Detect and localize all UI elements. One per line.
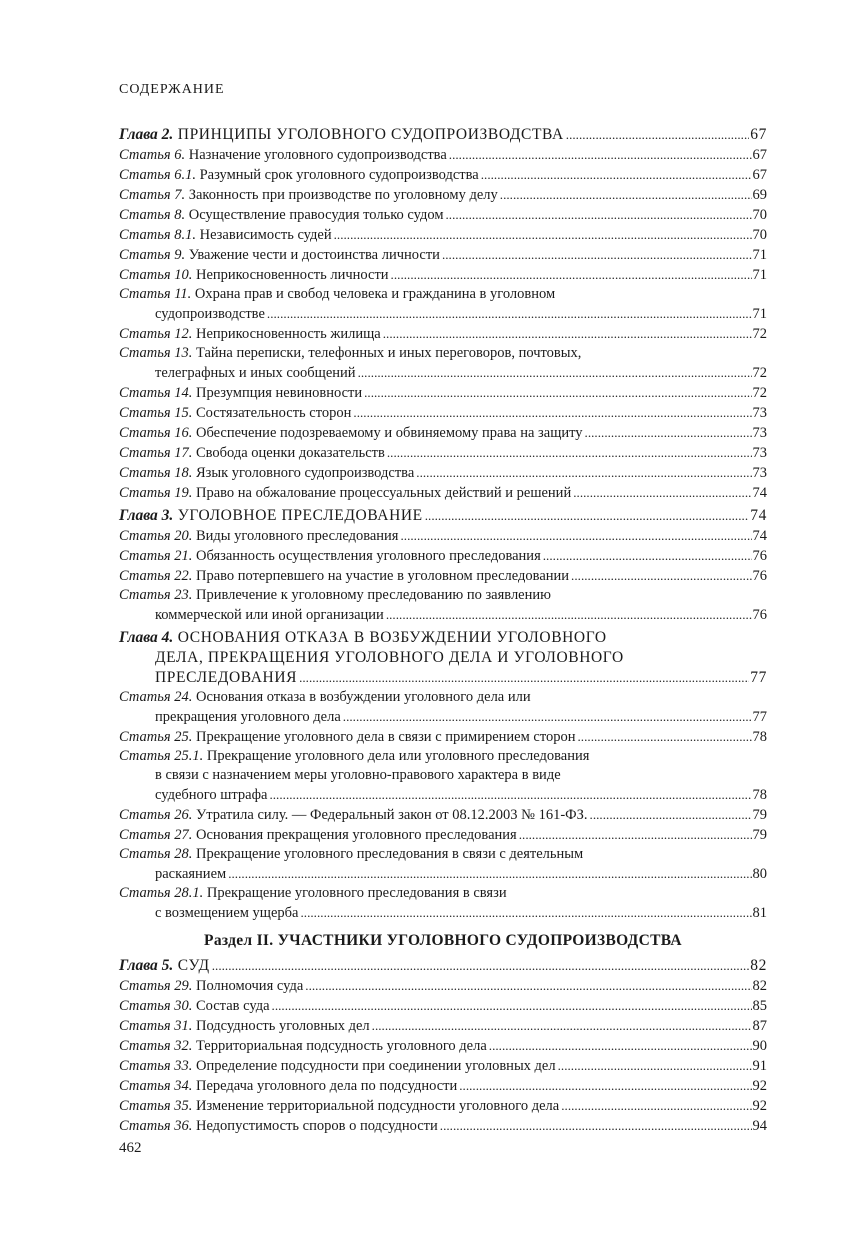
dot-leader bbox=[299, 668, 749, 688]
entry-label: Статья 8. bbox=[119, 207, 186, 223]
dot-leader bbox=[440, 1116, 752, 1136]
toc-chapter[interactable] bbox=[119, 125, 767, 145]
entry-title: Состав суда bbox=[195, 998, 270, 1014]
toc-article[interactable] bbox=[119, 265, 767, 285]
dot-leader bbox=[267, 304, 752, 324]
entry-page-number: 72 bbox=[752, 326, 767, 342]
entry-title: судопроизводстве bbox=[155, 306, 265, 322]
dot-leader bbox=[481, 165, 752, 185]
dot-leader bbox=[590, 805, 752, 825]
entry-page-number: 90 bbox=[752, 1038, 767, 1054]
entry-label: Статья 7. bbox=[119, 187, 186, 203]
entry-title: Право на обжалование процессуальных действий и решений bbox=[195, 485, 572, 501]
toc-article[interactable] bbox=[119, 996, 767, 1016]
entry-page-number: 72 bbox=[752, 365, 767, 381]
dot-leader bbox=[459, 1076, 751, 1096]
entry-text-line: Прекращение уголовного дела или уголовного преследования bbox=[206, 748, 590, 764]
entry-page-number: 70 bbox=[752, 227, 767, 243]
toc-chapter[interactable] bbox=[119, 956, 767, 976]
toc-article[interactable] bbox=[119, 165, 767, 185]
entry-label: Статья 35. bbox=[119, 1098, 193, 1114]
dot-leader bbox=[578, 727, 752, 747]
entry-title: Уважение чести и достоинства личности bbox=[188, 247, 440, 263]
entry-title: Недопустимость споров о подсудности bbox=[195, 1118, 438, 1134]
dot-leader bbox=[269, 785, 751, 805]
toc-article[interactable] bbox=[119, 483, 767, 503]
entry-page-number: 79 bbox=[752, 807, 767, 823]
entry-page-number: 76 bbox=[752, 548, 767, 564]
entry-text-line: в связи с назначением меры уголовно-правового характера в виде bbox=[155, 767, 561, 783]
entry-label: Глава 5. bbox=[119, 957, 174, 974]
toc-article[interactable] bbox=[119, 324, 767, 344]
entry-label: Статья 27. bbox=[119, 827, 193, 843]
entry-page-number: 72 bbox=[752, 385, 767, 401]
entry-page-number: 77 bbox=[752, 709, 767, 725]
dot-leader bbox=[558, 1056, 752, 1076]
entry-page-number: 67 bbox=[752, 147, 767, 163]
dot-leader bbox=[391, 265, 752, 285]
dot-leader bbox=[364, 383, 751, 403]
dot-leader bbox=[571, 566, 751, 586]
entry-page-number: 85 bbox=[752, 998, 767, 1014]
entry-label: Статья 18. bbox=[119, 465, 193, 481]
toc-article[interactable] bbox=[119, 1036, 767, 1056]
entry-label: Статья 11. bbox=[119, 286, 192, 302]
entry-page-number: 76 bbox=[752, 568, 767, 584]
entry-page-number: 92 bbox=[752, 1078, 767, 1094]
entry-title: Осуществление правосудия только судом bbox=[188, 207, 444, 223]
entry-title: Обеспечение подозреваемому и обвиняемому права на защиту bbox=[195, 425, 583, 441]
dot-leader bbox=[489, 1036, 752, 1056]
toc-article[interactable] bbox=[119, 383, 767, 403]
dot-leader bbox=[386, 605, 752, 625]
entry-title: прекращения уголовного дела bbox=[155, 709, 341, 725]
dot-leader bbox=[425, 506, 750, 526]
entry-title: Свобода оценки доказательств bbox=[195, 445, 385, 461]
toc-article[interactable] bbox=[119, 463, 767, 483]
toc-article[interactable] bbox=[119, 443, 767, 463]
entry-label: Статья 22. bbox=[119, 568, 193, 584]
toc-article[interactable] bbox=[119, 1076, 767, 1096]
entry-title: Подсудность уголовных дел bbox=[195, 1018, 370, 1034]
dot-leader bbox=[272, 996, 752, 1016]
entry-label: Статья 28.1. bbox=[119, 885, 204, 901]
entry-label: Статья 6.1. bbox=[119, 167, 196, 183]
entry-label: Статья 10. bbox=[119, 267, 193, 283]
page-header: СОДЕРЖАНИЕ bbox=[119, 82, 225, 97]
dot-leader bbox=[305, 976, 751, 996]
entry-label: Статья 23. bbox=[119, 587, 193, 603]
toc-article[interactable] bbox=[119, 225, 767, 245]
entry-title: Право потерпевшего на участие в уголовном преследовании bbox=[195, 568, 570, 584]
toc-chapter[interactable] bbox=[119, 628, 767, 688]
dot-leader bbox=[561, 1096, 751, 1116]
entry-title: Назначение уголовного судопроизводства bbox=[188, 147, 447, 163]
entry-label: Статья 17. bbox=[119, 445, 193, 461]
entry-page-number: 74 bbox=[752, 528, 767, 544]
entry-page-number: 80 bbox=[752, 866, 767, 882]
entry-page-number: 82 bbox=[752, 978, 767, 994]
entry-title: Независимость судей bbox=[199, 227, 332, 243]
entry-page-number: 74 bbox=[750, 507, 767, 524]
entry-title: Виды уголовного преследования bbox=[195, 528, 399, 544]
entry-label: Статья 26. bbox=[119, 807, 193, 823]
toc-article[interactable] bbox=[119, 727, 767, 747]
entry-page-number: 92 bbox=[752, 1098, 767, 1114]
entry-label: Статья 29. bbox=[119, 978, 193, 994]
toc-article[interactable] bbox=[119, 185, 767, 205]
entry-title: Неприкосновенность личности bbox=[195, 267, 389, 283]
entry-page-number: 73 bbox=[752, 465, 767, 481]
entry-page-number: 73 bbox=[752, 425, 767, 441]
entry-label: Статья 32. bbox=[119, 1038, 193, 1054]
entry-page-number: 76 bbox=[752, 607, 767, 623]
toc-article[interactable] bbox=[119, 1016, 767, 1036]
dot-leader bbox=[400, 526, 751, 546]
entry-page-number: 71 bbox=[752, 247, 767, 263]
entry-title: Разумный срок уголовного судопроизводства bbox=[199, 167, 479, 183]
entry-label: Статья 6. bbox=[119, 147, 186, 163]
entry-title: УГОЛОВНОЕ ПРЕСЛЕДОВАНИЕ bbox=[177, 507, 423, 524]
toc-article[interactable] bbox=[119, 423, 767, 443]
entry-title: Основания прекращения уголовного преследования bbox=[195, 827, 517, 843]
dot-leader bbox=[449, 145, 752, 165]
entry-page-number: 73 bbox=[752, 405, 767, 421]
toc-article[interactable] bbox=[119, 688, 767, 727]
entry-title: Законность при производстве по уголовному делу bbox=[188, 187, 498, 203]
entry-title: Территориальная подсудность уголовного дела bbox=[195, 1038, 487, 1054]
toc-article[interactable] bbox=[119, 1056, 767, 1076]
entry-title: Утратила силу. — Федеральный закон от 08.12.2003 № 161-ФЗ. bbox=[195, 807, 588, 823]
entry-label: Статья 25.1. bbox=[119, 748, 204, 764]
dot-leader bbox=[358, 363, 752, 383]
entry-label: Глава 3. bbox=[119, 507, 174, 524]
toc-article[interactable] bbox=[119, 805, 767, 825]
dot-leader bbox=[566, 125, 750, 145]
entry-title: Прекращение уголовного дела в связи с примирением сторон bbox=[195, 729, 576, 745]
dot-leader bbox=[383, 324, 752, 344]
dot-leader bbox=[334, 225, 752, 245]
toc-article[interactable] bbox=[119, 403, 767, 423]
entry-title: Презумпция невиновности bbox=[195, 385, 363, 401]
entry-label: Статья 36. bbox=[119, 1118, 193, 1134]
entry-page-number: 67 bbox=[750, 126, 767, 143]
entry-page-number: 70 bbox=[752, 207, 767, 223]
entry-page-number: 69 bbox=[752, 187, 767, 203]
entry-label: Статья 12. bbox=[119, 326, 193, 342]
toc-article[interactable] bbox=[119, 825, 767, 845]
entry-title: раскаянием bbox=[155, 866, 227, 882]
entry-title: Язык уголовного судопроизводства bbox=[195, 465, 415, 481]
entry-page-number: 87 bbox=[752, 1018, 767, 1034]
dot-leader bbox=[372, 1016, 752, 1036]
entry-label: Глава 2. bbox=[119, 126, 174, 143]
entry-title: Полномочия суда bbox=[195, 978, 304, 994]
entry-label: Статья 25. bbox=[119, 729, 193, 745]
entry-label: Статья 8.1. bbox=[119, 227, 196, 243]
dot-leader bbox=[446, 205, 752, 225]
page-number: 462 bbox=[119, 1140, 142, 1156]
toc-article[interactable] bbox=[119, 546, 767, 566]
toc-article[interactable] bbox=[119, 884, 767, 923]
toc-article[interactable] bbox=[119, 1116, 767, 1136]
toc-article[interactable] bbox=[119, 344, 767, 383]
toc-article[interactable] bbox=[119, 845, 767, 884]
entry-page-number: 82 bbox=[750, 957, 767, 974]
entry-title: коммерческой или иной организации bbox=[155, 607, 384, 623]
toc-article[interactable] bbox=[119, 566, 767, 586]
dot-leader bbox=[500, 185, 752, 205]
entry-label: Статья 13. bbox=[119, 345, 193, 361]
dot-leader bbox=[442, 245, 752, 265]
entry-title: с возмещением ущерба bbox=[155, 905, 299, 921]
entry-title: ПРЕСЛЕДОВАНИЯ bbox=[155, 669, 298, 686]
entry-title: ПРИНЦИПЫ УГОЛОВНОГО СУДОПРОИЗВОДСТВА bbox=[177, 126, 564, 143]
toc-article[interactable] bbox=[119, 1096, 767, 1116]
entry-label: Статья 31. bbox=[119, 1018, 193, 1034]
dot-leader bbox=[212, 956, 750, 976]
entry-page-number: 94 bbox=[752, 1118, 767, 1134]
entry-label: Статья 16. bbox=[119, 425, 193, 441]
dot-leader bbox=[353, 403, 751, 423]
dot-leader bbox=[343, 707, 752, 727]
entry-page-number: 91 bbox=[752, 1058, 767, 1074]
entry-label: Статья 9. bbox=[119, 247, 186, 263]
dot-leader bbox=[585, 423, 752, 443]
entry-label: Статья 19. bbox=[119, 485, 193, 501]
entry-page-number: 81 bbox=[752, 905, 767, 921]
entry-label: Статья 21. bbox=[119, 548, 193, 564]
entry-label: Глава 4. bbox=[119, 629, 174, 646]
entry-page-number: 71 bbox=[752, 267, 767, 283]
entry-title: Передача уголовного дела по подсудности bbox=[195, 1078, 458, 1094]
entry-label: Статья 14. bbox=[119, 385, 193, 401]
entry-text-line: Основания отказа в возбуждении уголовного дела или bbox=[195, 689, 531, 705]
section-heading: Раздел II. УЧАСТНИКИ УГОЛОВНОГО СУДОПРОИЗВОДСТВА bbox=[204, 932, 682, 949]
entry-title: судебного штрафа bbox=[155, 787, 268, 803]
entry-page-number: 74 bbox=[752, 485, 767, 501]
entry-page-number: 79 bbox=[752, 827, 767, 843]
entry-title: Определение подсудности при соединении уголовных дел bbox=[195, 1058, 556, 1074]
dot-leader bbox=[300, 903, 751, 923]
entry-label: Статья 24. bbox=[119, 689, 193, 705]
entry-label: Статья 34. bbox=[119, 1078, 193, 1094]
dot-leader bbox=[416, 463, 751, 483]
dot-leader bbox=[519, 825, 752, 845]
entry-page-number: 73 bbox=[752, 445, 767, 461]
entry-text-line: Охрана прав и свобод человека и гражданина в уголовном bbox=[194, 286, 556, 302]
entry-label: Статья 30. bbox=[119, 998, 193, 1014]
entry-page-number: 78 bbox=[752, 729, 767, 745]
entry-page-number: 67 bbox=[752, 167, 767, 183]
entry-title: Состязательность сторон bbox=[195, 405, 352, 421]
dot-leader bbox=[573, 483, 751, 503]
entry-text-line: ОСНОВАНИЯ ОТКАЗА В ВОЗБУЖДЕНИИ УГОЛОВНОГО bbox=[177, 629, 607, 646]
entry-text-line: Прекращение уголовного преследования в связи bbox=[206, 885, 507, 901]
toc-article[interactable] bbox=[119, 145, 767, 165]
entry-text-line: Тайна переписки, телефонных и иных переговоров, почтовых, bbox=[195, 345, 582, 361]
entry-page-number: 71 bbox=[752, 306, 767, 322]
toc-article[interactable] bbox=[119, 526, 767, 546]
toc-article[interactable] bbox=[119, 285, 767, 324]
toc-chapter[interactable] bbox=[119, 506, 767, 526]
entry-title: СУД bbox=[177, 957, 210, 974]
entry-title: телеграфных и иных сообщений bbox=[155, 365, 356, 381]
entry-page-number: 78 bbox=[752, 787, 767, 803]
dot-leader bbox=[387, 443, 752, 463]
entry-label: Статья 33. bbox=[119, 1058, 193, 1074]
dot-leader bbox=[228, 864, 751, 884]
table-of-contents bbox=[119, 125, 767, 1136]
toc-article[interactable] bbox=[119, 586, 767, 625]
entry-label: Статья 20. bbox=[119, 528, 193, 544]
toc-article[interactable] bbox=[119, 976, 767, 996]
entry-text-line: ДЕЛА, ПРЕКРАЩЕНИЯ УГОЛОВНОГО ДЕЛА И УГОЛОВНОГО bbox=[155, 649, 624, 666]
dot-leader bbox=[543, 546, 752, 566]
toc-article[interactable] bbox=[119, 205, 767, 225]
entry-page-number: 77 bbox=[750, 669, 767, 686]
entry-label: Статья 15. bbox=[119, 405, 193, 421]
entry-text-line: Прекращение уголовного преследования в связи с деятельным bbox=[195, 846, 584, 862]
entry-text-line: Привлечение к уголовному преследованию по заявлению bbox=[195, 587, 551, 603]
entry-title: Неприкосновенность жилища bbox=[195, 326, 381, 342]
entry-title: Обязанность осуществления уголовного преследования bbox=[195, 548, 541, 564]
entry-title: Изменение территориальной подсудности уголовного дела bbox=[195, 1098, 560, 1114]
toc-article[interactable] bbox=[119, 245, 767, 265]
toc-article[interactable] bbox=[119, 747, 767, 805]
entry-label: Статья 28. bbox=[119, 846, 193, 862]
